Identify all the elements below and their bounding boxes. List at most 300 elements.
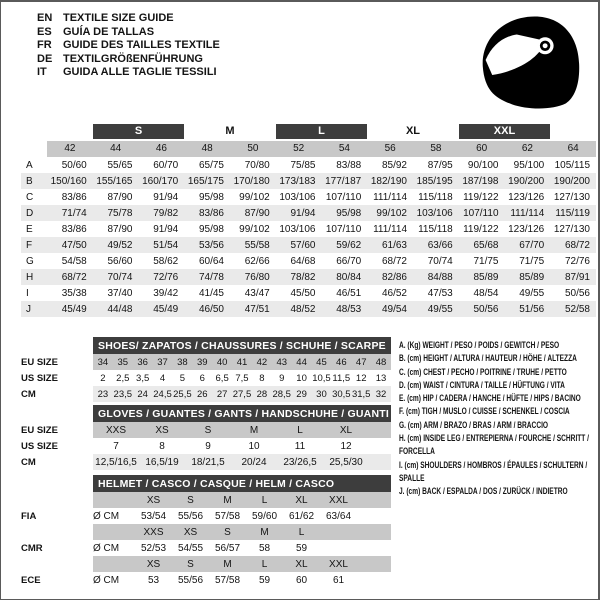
shoes-value: 5 [179, 372, 186, 384]
measurement-value: 66/70 [336, 255, 362, 267]
gloves-row-label: CM [21, 456, 36, 468]
helmet-unit-label: Ø CM [93, 510, 120, 522]
shoes-value: 41 [236, 356, 248, 368]
shoes-side-spacer [21, 337, 93, 354]
helmet-size-header: L [261, 558, 268, 570]
size-column-header: 54 [322, 141, 368, 157]
measurement-row-a [21, 157, 596, 173]
measurement-value: 50/56 [473, 303, 499, 315]
row-letter: D [26, 207, 34, 219]
shoes-value: 30 [316, 388, 327, 400]
gloves-value: 18/21,5 [191, 456, 225, 468]
gloves-size-table [21, 405, 391, 470]
helmet-value: 53 [147, 574, 160, 586]
size-column-header: 58 [413, 141, 459, 157]
measurement-value: 39/42 [153, 287, 179, 299]
measurement-value: 71/74 [61, 207, 87, 219]
measurement-value: 119/122 [463, 223, 499, 235]
measurement-value: 46/51 [336, 287, 362, 299]
measurement-value: 75/85 [290, 159, 316, 171]
measurement-value: 45/50 [290, 287, 316, 299]
measurement-value: 95/98 [198, 191, 224, 203]
size-column-header: 62 [505, 141, 551, 157]
measurement-value: 111/114 [510, 207, 545, 219]
measurement-value: 190/200 [508, 175, 545, 187]
shoes-value: 28,5 [272, 388, 291, 400]
measurement-value: 53/56 [198, 239, 224, 251]
measurement-value: 91/94 [153, 191, 179, 203]
helmet-size-header: M [260, 526, 269, 538]
gloves-side-spacer [21, 405, 93, 422]
row-letter: J [26, 303, 31, 315]
gloves-value: 11 [294, 440, 306, 452]
gloves-row-cm [21, 454, 391, 470]
measurement-value: 37/40 [107, 287, 133, 299]
shoes-value: 44 [296, 356, 307, 368]
shoes-row-us-size [21, 370, 391, 386]
measurement-value: 67/70 [519, 239, 545, 251]
measurement-value: 185/195 [416, 175, 453, 187]
measurement-value: 91/94 [153, 223, 179, 235]
measurement-value: 44/48 [107, 303, 133, 315]
gloves-cells [93, 454, 391, 470]
group-spacer [550, 124, 596, 139]
helmet-value: 55/56 [177, 510, 204, 522]
measurement-value: 103/106 [279, 191, 316, 203]
size-group-xxl: XXL [459, 124, 551, 139]
helmet-value: 58 [258, 542, 271, 554]
measurement-row-g [21, 253, 596, 269]
measurement-value: 76/80 [244, 271, 270, 283]
textile-size-table [21, 124, 596, 317]
legend-item: G. (cm) ARM / BRAZO / BRAS / ARM / BRACCIO [399, 419, 549, 430]
measurement-value: 55/65 [107, 159, 133, 171]
measurement-value: 72/76 [564, 255, 590, 267]
size-column-header: 52 [276, 141, 322, 157]
measurement-value: 95/98 [198, 223, 224, 235]
measurement-value: 123/126 [508, 191, 545, 203]
measurement-value: 90/100 [467, 159, 499, 171]
shoes-table-title: SHOES/ ZAPATOS / CHAUSSURES / SCHUHE / SCARPE [93, 337, 391, 354]
shoes-value: 2,5 [116, 372, 130, 384]
shoes-value: 35 [117, 356, 129, 368]
measurement-value: 190/200 [553, 175, 590, 187]
language-row [37, 12, 220, 26]
measurement-value: 87/95 [427, 159, 453, 171]
measurement-value: 115/119 [555, 207, 590, 219]
shoes-value: 30,5 [332, 388, 351, 400]
measurement-value: 62/66 [244, 255, 270, 267]
size-number-row [21, 141, 596, 157]
gloves-value: S [204, 424, 212, 436]
language-row [37, 39, 220, 53]
gloves-value: 12 [340, 440, 352, 452]
helmet-size-cells [93, 492, 391, 508]
row-letter: E [26, 223, 33, 235]
shoes-value: 45 [316, 356, 327, 368]
gloves-value: 16,5/19 [145, 456, 179, 468]
legend-item: H. (cm) INSIDE LEG / ENTREPIERNA / FOURCHE / SCHRITT / FORCELLA [399, 433, 590, 457]
helmet-size-header: XL [295, 494, 308, 506]
measurement-value: 107/110 [325, 191, 362, 203]
helmet-row-spacer [21, 524, 93, 540]
measurement-value: 85/89 [519, 271, 545, 283]
measurement-value: 49/52 [107, 239, 133, 251]
shoes-value: 2 [100, 372, 106, 384]
measurement-value: 155/165 [96, 175, 133, 187]
measurement-value: 57/60 [290, 239, 316, 251]
measurement-value: 65/75 [198, 159, 224, 171]
legend-item: A. (Kg) WEIGHT / PESO / POIDS / GEWITCH / PESO [399, 340, 560, 350]
shoes-value: 3,5 [136, 372, 150, 384]
measurement-value: 107/110 [325, 223, 362, 235]
measurement-value: 70/74 [427, 255, 453, 267]
helmet-size-cells [93, 556, 391, 572]
helmet-standard-label: ECE [21, 574, 41, 586]
helmet-size-table [21, 475, 391, 588]
shoes-cells [93, 354, 391, 370]
helmet-size-header: L [298, 526, 305, 538]
measurement-value: 50/60 [61, 159, 87, 171]
measurement-value: 115/118 [418, 223, 453, 235]
gloves-value: XL [339, 424, 353, 436]
measurement-value: 170/180 [233, 175, 270, 187]
row-letter: A [26, 159, 33, 171]
measurement-value: 68/72 [61, 271, 87, 283]
row-letter: H [26, 271, 34, 283]
helmet-values-row-ece [21, 572, 391, 588]
helmet-value: 60 [295, 574, 308, 586]
shoes-value: 23 [97, 388, 109, 400]
shoes-value: 27,5 [232, 388, 252, 400]
helmet-standard-label: CMR [21, 542, 43, 554]
shoes-cells [93, 370, 391, 386]
measurement-value: 68/72 [381, 255, 407, 267]
guide-title: TEXTILE SIZE GUIDE [63, 12, 174, 24]
measurement-value: 127/130 [553, 191, 590, 203]
shoes-value: 10 [296, 372, 307, 384]
shoes-value: 37 [157, 356, 168, 368]
guide-title: GUÍA DE TALLAS [63, 25, 155, 38]
shoes-value: 28 [256, 388, 268, 400]
measurement-row-e [21, 221, 596, 237]
gloves-cells [93, 438, 391, 454]
helmet-value: 61/62 [288, 510, 315, 522]
size-group-s: S [93, 124, 185, 139]
helmet-size-header: M [223, 558, 232, 570]
size-group-row [21, 124, 596, 139]
legend-item: F. (cm) TIGH / MUSLO / CUISSE / SCHENKEL / COSCIA [399, 406, 570, 417]
guide-title: GUIDA ALLE TAGLIE TESSILI [63, 66, 217, 78]
helmet-size-header: XS [146, 558, 161, 570]
helmet-unit-label: Ø CM [93, 542, 120, 554]
shoes-value: 24,5 [153, 388, 172, 400]
legend-item: I. (cm) SHOULDERS / HOMBROS / ÉPAULES / SCHULTERN / SPALLE [399, 459, 588, 483]
shoes-value: 42 [256, 356, 268, 368]
measurement-value: 46/50 [198, 303, 224, 315]
shoes-value: 24 [137, 388, 148, 400]
shoes-row-eu-size [21, 354, 391, 370]
shoes-value: 27 [216, 388, 228, 400]
measurement-value: 48/52 [290, 303, 316, 315]
shoes-value: 4 [159, 372, 166, 384]
guide-title: TEXTILGRÖßENFÜHRUNG [63, 52, 203, 65]
gloves-value: 10 [248, 440, 260, 452]
helmet-size-header: S [187, 558, 194, 570]
measurement-value: 47/51 [244, 303, 270, 315]
shoes-value: 26 [196, 388, 208, 400]
shoes-value: 34 [97, 356, 109, 368]
shoes-value: 38 [177, 356, 188, 368]
helmet-value: 53/54 [140, 510, 167, 522]
group-spacer [21, 124, 47, 139]
measurement-value: 99/102 [239, 223, 270, 235]
measurement-value: 45/49 [61, 303, 87, 315]
helmet-size-header: XL [295, 558, 308, 570]
language-code: IT [37, 66, 47, 78]
measurement-value: 150/160 [50, 175, 87, 187]
helmet-value: 56/57 [214, 542, 241, 554]
measurement-value: 187/198 [462, 175, 499, 187]
row-letter: G [26, 255, 34, 267]
gloves-value: 9 [205, 440, 211, 452]
measurement-value: 87/91 [564, 271, 590, 283]
measurement-value: 45/49 [153, 303, 179, 315]
gloves-value: 12,5/16,5 [95, 456, 137, 468]
helmet-side-spacer [21, 475, 93, 492]
measurement-value: 51/56 [519, 303, 545, 315]
measurement-value: 54/58 [61, 255, 87, 267]
gloves-row-eu-size [21, 422, 391, 438]
shoes-value: 36 [137, 356, 148, 368]
legend-item: E. (cm) HIP / CADERA / HANCHE / HÜFTE / HIPS / BACINO [399, 393, 581, 404]
measurement-value: 79/82 [153, 207, 179, 219]
measurement-value: 84/88 [427, 271, 453, 283]
shoes-value: 25,5 [173, 388, 192, 400]
size-column-header: 46 [139, 141, 185, 157]
measurement-value: 173/183 [279, 175, 316, 187]
measurement-value: 91/94 [290, 207, 316, 219]
gloves-row-label: EU SIZE [21, 424, 58, 436]
gloves-value: XXS [105, 424, 126, 436]
gloves-value: 8 [159, 440, 165, 452]
measurement-value: 72/76 [153, 271, 179, 283]
helmet-value-cells [93, 540, 391, 556]
measurement-value: 83/86 [198, 207, 224, 219]
language-code: DE [37, 52, 53, 65]
measurement-value: 52/58 [564, 303, 590, 315]
helmet-value: 57/58 [214, 574, 241, 586]
measurement-row-f [21, 237, 596, 253]
measurement-value: 48/53 [336, 303, 362, 315]
row-letter: F [26, 239, 33, 251]
measurement-value: 71/75 [473, 255, 499, 267]
gloves-value: XS [155, 424, 169, 436]
helmet-size-header: S [224, 526, 231, 538]
measurement-value: 111/114 [373, 223, 407, 235]
measurement-value: 48/54 [473, 287, 499, 299]
size-group-m: M [225, 125, 235, 137]
measurement-value: 99/102 [376, 207, 407, 219]
shoes-value: 23,5 [113, 388, 133, 400]
measurement-value: 51/54 [153, 239, 179, 251]
helmet-value: 63/64 [325, 510, 352, 522]
helmet-size-header: XXS [143, 526, 164, 538]
legend-item: J. (cm) BACK / ESPALDA / DOS / ZURÜCK / INDIETRO [399, 486, 568, 497]
helmet-size-header: S [187, 494, 194, 506]
shoes-value: 12 [355, 372, 367, 384]
measurement-value: 75/78 [107, 207, 133, 219]
measurement-value: 82/86 [381, 271, 407, 283]
gloves-row-label: US SIZE [21, 440, 58, 452]
shoes-value: 7,5 [235, 372, 249, 384]
size-column-header: 60 [459, 141, 505, 157]
measurement-value: 127/130 [553, 223, 590, 235]
measurement-value: 70/74 [107, 271, 133, 283]
measurement-value: 182/190 [370, 175, 407, 187]
helmet-sizes-row-ece [21, 556, 391, 572]
measurement-value: 80/84 [336, 271, 362, 283]
helmet-unit-label: Ø CM [93, 574, 120, 586]
gloves-value: M [249, 424, 259, 436]
language-code: EN [37, 12, 53, 24]
measurement-row-c [21, 189, 596, 205]
measurement-value: 41/45 [198, 287, 224, 299]
gloves-table-title: GLOVES / GUANTES / GANTS / HANDSCHUHE / GUANTI [93, 405, 391, 422]
measurement-value: 107/110 [463, 207, 499, 219]
legend-item: B. (cm) HEIGHT / ALTURA / HAUTEUR / HÖHE / ALTEZZA [399, 353, 577, 364]
shoes-value: 48 [375, 356, 387, 368]
helmet-size-header: XXL [329, 558, 348, 570]
measurement-value: 105/115 [554, 159, 590, 171]
measurement-value: 83/88 [336, 159, 362, 171]
measurement-value: 50/56 [564, 287, 590, 299]
shoes-value: 43 [276, 356, 288, 368]
helmet-size-header: L [261, 494, 268, 506]
shoes-value: 8 [259, 372, 265, 384]
size-column-header: 64 [550, 141, 596, 157]
measurement-value: 78/82 [290, 271, 316, 283]
legend-item: C. (cm) CHEST / PECHO / POITRINE / TRUHE / PETTO [399, 366, 567, 377]
size-column-header: 50 [230, 141, 276, 157]
measurement-value: 49/54 [381, 303, 407, 315]
shoes-row-label: EU SIZE [21, 356, 58, 368]
helmet-value: 61 [332, 574, 345, 586]
shoes-value: 29 [296, 388, 307, 400]
row-letter: C [26, 191, 34, 203]
helmet-size-header: XS [146, 494, 161, 506]
measurement-value: 35/38 [61, 287, 87, 299]
helmet-value: 52/53 [140, 542, 167, 554]
gloves-value: 20/24 [241, 456, 267, 468]
helmet-value: 59 [258, 574, 271, 586]
measurement-value: 103/106 [279, 223, 316, 235]
helmet-value: 57/58 [214, 510, 241, 522]
measurement-value: 83/86 [61, 223, 87, 235]
measurement-value: 61/63 [381, 239, 407, 251]
helmet-value: 59/60 [251, 510, 278, 522]
gloves-value: L [297, 424, 303, 436]
shoes-value: 47 [355, 356, 367, 368]
measurement-value: 63/66 [427, 239, 453, 251]
helmet-value: 59 [295, 542, 308, 554]
measurement-value: 87/90 [107, 191, 133, 203]
helmet-row-spacer [21, 492, 93, 508]
measurement-value: 43/47 [244, 287, 270, 299]
measurement-value: 60/70 [153, 159, 179, 171]
helmet-values-row-cmr [21, 540, 391, 556]
helmet-value-cells [93, 572, 391, 588]
gloves-value: 25,5/30 [329, 456, 363, 468]
gloves-row-us-size [21, 438, 391, 454]
helmet-sizes-row-fia [21, 492, 391, 508]
measurement-value: 55/58 [244, 239, 270, 251]
measurement-value: 59/62 [336, 239, 362, 251]
measurement-row-h [21, 269, 596, 285]
shoes-value: 10,5 [312, 372, 331, 384]
helmet-size-header: XXL [329, 494, 348, 506]
helmet-standard-label: FIA [21, 510, 37, 522]
size-group-l: L [276, 124, 368, 139]
shoes-value: 9 [279, 372, 285, 384]
measurement-value: 165/175 [187, 175, 224, 187]
measurement-value: 64/68 [290, 255, 316, 267]
measurement-value: 99/102 [239, 191, 270, 203]
measurement-value: 56/60 [107, 255, 133, 267]
language-row [37, 53, 220, 67]
shoes-cells [93, 386, 391, 402]
measurement-value: 47/53 [427, 287, 453, 299]
size-column-header: 56 [367, 141, 413, 157]
measurement-value: 68/72 [564, 239, 590, 251]
shoes-value: 31,5 [351, 388, 371, 400]
shoes-value: 46 [336, 356, 347, 368]
legend-item: D. (cm) WAIST / CINTURA / TAILLE / HÜFTUNG / VITA [399, 379, 565, 390]
language-code: ES [37, 25, 52, 38]
helmet-value: 54/55 [177, 542, 204, 554]
measurement-value: 49/55 [427, 303, 453, 315]
shoes-row-cm [21, 386, 391, 402]
shoes-value: 39 [196, 356, 208, 368]
shoes-row-label: CM [21, 388, 36, 400]
measurement-value: 160/170 [142, 175, 179, 187]
size-column-header: 44 [93, 141, 139, 157]
measurement-row-b [21, 173, 596, 189]
helmet-size-header: XS [183, 526, 198, 538]
row-letter: B [26, 175, 33, 187]
helmet-values-row-fia [21, 508, 391, 524]
measurement-legend [399, 339, 597, 499]
helmet-value-cells [93, 508, 391, 524]
measurement-value: 95/98 [336, 207, 362, 219]
gloves-value: 23/26,5 [283, 456, 317, 468]
racing-helmet-icon [467, 8, 593, 110]
measurement-value: 83/86 [61, 191, 87, 203]
measurement-value: 123/126 [508, 223, 545, 235]
measurement-row-d [21, 205, 596, 221]
measurement-value: 103/106 [416, 207, 453, 219]
helmet-table-title: HELMET / CASCO / CASQUE / HELM / CASCO [93, 475, 391, 492]
helmet-size-cells [93, 524, 391, 540]
shoes-size-table [21, 337, 391, 402]
group-spacer [47, 124, 93, 139]
measurement-value: 177/187 [325, 175, 362, 187]
shoes-row-label: US SIZE [21, 372, 58, 384]
size-group-xl: XL [405, 125, 421, 137]
language-title-list [37, 12, 220, 80]
gloves-value: 7 [113, 440, 119, 452]
helmet-row-spacer [21, 556, 93, 572]
